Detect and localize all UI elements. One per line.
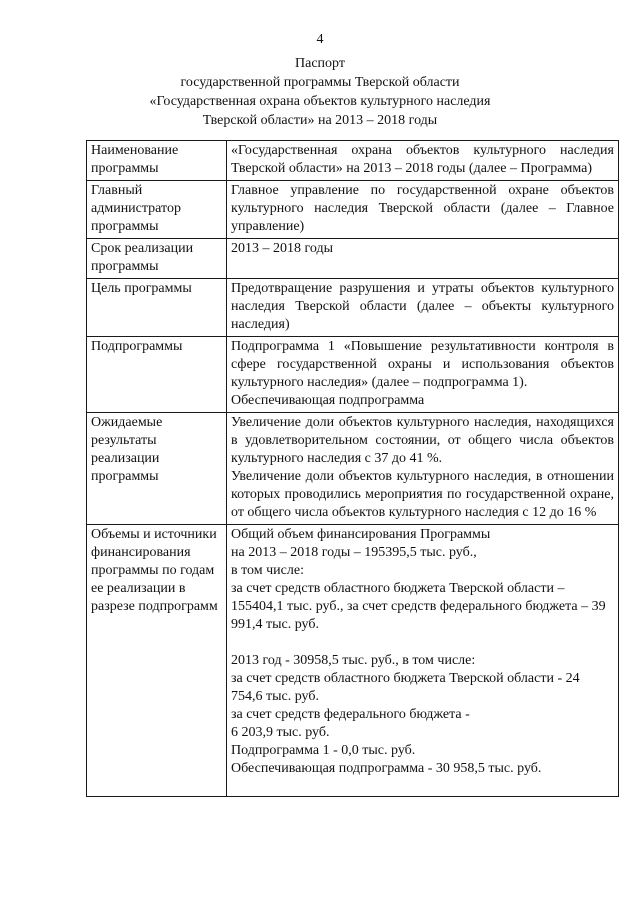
row-label-administrator: Главный администратор программы [87, 181, 227, 239]
title-line: «Государственная охрана объектов культурного наследия [149, 94, 491, 109]
row-label-financing: Объемы и источники финансирования программы по годам ее реализации в разрезе подпрограмм [87, 525, 227, 797]
expected-result-2: Увеличение доли объектов культурного наследия, в отношении которых проводились мероприятия по государственной охране, от общего числа объектов культурного наследия с 12 до 16 % [231, 469, 614, 520]
document-title [0, 54, 640, 130]
subprogram-1-text: Подпрограмма 1 «Повышение результативности контроля в сфере государственной охраны и использования объектов культурного наследия» (далее – подпрограмма 1). [231, 339, 614, 390]
financing-line: за счет средств федерального бюджета - [231, 707, 470, 722]
table-row [87, 413, 619, 525]
table-row [87, 525, 619, 797]
row-value-financing [227, 525, 619, 797]
title-line: государственной программы Тверской области [180, 75, 460, 90]
financing-line: Подпрограмма 1 - 0,0 тыс. руб. [231, 743, 416, 758]
passport-table [86, 140, 619, 797]
table-row [87, 239, 619, 279]
table-row [87, 181, 619, 239]
row-label-goal: Цель программы [87, 279, 227, 337]
row-label-expected-results: Ожидаемые результаты реализации программы [87, 413, 227, 525]
row-label-program-name: Наименование программы [87, 141, 227, 181]
financing-line: за счет средств областного бюджета Тверской области - 24 754,6 тыс. руб. [231, 671, 580, 704]
financing-line: 6 203,9 тыс. руб. [231, 725, 330, 740]
title-line: Паспорт [295, 56, 345, 71]
row-value-term: 2013 – 2018 годы [227, 239, 619, 279]
row-label-subprograms: Подпрограммы [87, 337, 227, 413]
financing-spacer [231, 634, 614, 652]
financing-line: за счет средств областного бюджета Тверской области – 155404,1 тыс. руб., за счет средств федерального бюджета – 39 991,4 тыс. руб. [231, 581, 606, 632]
financing-line: в том числе: [231, 563, 304, 578]
table-row [87, 337, 619, 413]
table-row [87, 141, 619, 181]
row-value-administrator: Главное управление по государственной охране объектов культурного наследия Тверской области (далее – Главное управление) [227, 181, 619, 239]
row-value-goal: Предотвращение разрушения и утраты объектов культурного наследия Тверской области (далее – объекты культурного наследия) [227, 279, 619, 337]
financing-line: на 2013 – 2018 годы – 195395,5 тыс. руб., [231, 545, 477, 560]
row-value-subprograms [227, 337, 619, 413]
row-label-term: Срок реализации программы [87, 239, 227, 279]
support-subprogram-text: Обеспечивающая подпрограмма [231, 393, 425, 408]
financing-line: Общий объем финансирования Программы [231, 527, 491, 542]
financing-line: Обеспечивающая подпрограмма - 30 958,5 тыс. руб. [231, 761, 542, 776]
page-number: 4 [316, 32, 324, 47]
table-row [87, 279, 619, 337]
row-value-expected-results [227, 413, 619, 525]
financing-line: 2013 год - 30958,5 тыс. руб., в том числе: [231, 653, 476, 668]
row-value-program-name: «Государственная охрана объектов культурного наследия Тверской области» на 2013 – 2018 годы (далее – Программа) [227, 141, 619, 181]
expected-result-1: Увеличение доли объектов культурного наследия, находящихся в удовлетворительном состоянии, от общего числа объектов культурного наследия с 37 до 41 %. [231, 415, 614, 466]
title-line: Тверской области» на 2013 – 2018 годы [202, 113, 438, 128]
